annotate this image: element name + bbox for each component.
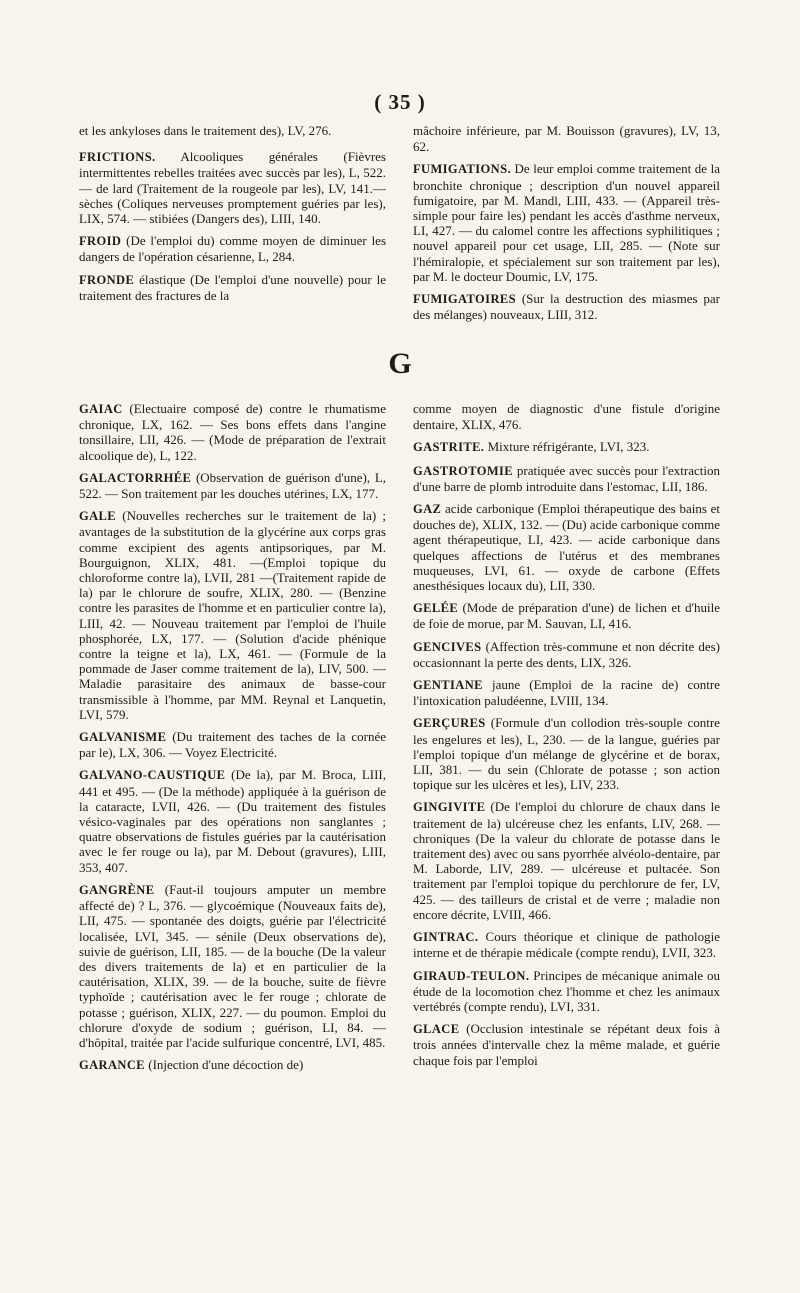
index-entry: GINTRAC. Cours théorique et clinique de pathologie interne et de thérapie médicale (compte rendu), LVII, 323.: [413, 929, 720, 961]
index-entry: GAZ acide carbonique (Emploi thérapeutique des bains et douches de), XLIX, 132. — (Du) acide carbonique comme agent thérapeutique, LI, 423. — acide carbonique dans quelques affections de l'utérus et des membranes muqueuses, LVI, 61. — oxyde de carbone (Effets anesthésiques locaux du), LII, 330.: [413, 501, 720, 594]
column-top-left: [79, 123, 386, 310]
index-entry: GANGRÈNE (Faut-il toujours amputer un membre affecté de) ? L, 376. — glycoémique (Nouveaux faits de), LII, 475. — spontanée des doigts, guérie par l'électricité localisée, LVI, 345. — sénile (Deux observations de), suivie de guérison, LII, 185. — de la bouche (De la valeur des divers traitements de la) et en particulier de la cautérisation, XLIX, 39. — de la bouche, suite de fièvre typhoïde ; cautérisation avec le fer rouge ; chlorate de potasse ; guérison, XLIX, 227. — du poumon. Emploi du chlorure d'oxyde de sodium ; guérison, LI, 84. — d'hôpital, traitée par l'acide sulfurique concentré, LVI, 485.: [79, 881, 387, 1050]
index-entry: FROID (De l'emploi du) comme moyen de diminuer les dangers de l'opération césarienne, L, 284.: [79, 233, 387, 265]
column-top-right: [413, 123, 720, 329]
index-entry: FRONDE élastique (De l'emploi d'une nouvelle) pour le traitement des fractures de la: [79, 271, 387, 303]
index-entry: FUMIGATOIRES (Sur la destruction des miasmes par des mélanges) nouveaux, LIII, 312.: [413, 291, 720, 323]
index-entry: GALE (Nouvelles recherches sur le traitement de la) ; avantages de la substitution de la glycérine aux corps gras comme excipient des agents antipsoriques, par M. Bourguignon, XLIX, 481. —(Emploi topique du chloroforme contre la), LVII, 281 —(Traitement rapide de la) par le chlorure de soufre, XLIX, 280. — (Benzine contre les parasites de l'homme et en particulier contre la), LIII, 42. — Nouveau traitement par l'emploi de l'huile phosphorée, LX, 177. — (Solution d'acide phénique contre la teigne et la), LX, 461. — (Formule de la pommade de Jaser comme traitement de la), LIV, 500. — Maladie parasitaire des animaux de basse-cour transmissible à l'homme, par MM. Reynal et Lanquetin, LVI, 579.: [79, 508, 387, 722]
index-entry: GENTIANE jaune (Emploi de la racine de) contre l'intoxication paludéenne, LVIII, 134.: [413, 677, 720, 709]
index-entry: GIRAUD-TEULON. Principes de mécanique animale ou étude de la locomotion chez l'homme et chez les animaux vertébrés (compte rendu), LVI, 331.: [413, 967, 720, 1014]
index-entry: GALACTORRHÉE (Observation de guérison d'une), L, 522. — Son traitement par les douches utérines, LX, 177.: [79, 469, 387, 502]
index-entry: GELÉE (Mode de préparation d'une) de lichen et d'huile de foie de morue, par M. Sauvan, LI, 416.: [413, 600, 720, 632]
index-entry: GALVANISME (Du traitement des taches de la cornée par le), LX, 306. — Voyez Electricité.: [79, 729, 386, 761]
index-entry: GLACE (Occlusion intestinale se répétant deux fois à trois années d'intervalle chez la même malade, et guérie chaque fois par l'emploi: [413, 1021, 721, 1068]
index-entry: GASTROTOMIE pratiquée avec succès pour l'extraction d'une barre de plomb introduite dans l'estomac, LII, 186.: [413, 462, 721, 494]
column-g-right: [413, 401, 720, 1075]
index-entry: FRICTIONS. Alcooliques générales (Fièvres intermittentes rebelles traitées avec succès par les), L, 522. — de lard (Traitement de la rougeole par les), LV, 141.—sèches (Coliques nerveuses promptement guéries par les), LIX, 574. — stibiées (Dangers des), LIII, 140.: [79, 149, 386, 227]
section-letter: G: [388, 347, 412, 380]
index-entry: GALVANO-CAUSTIQUE (De la), par M. Broca, LIII, 441 et 495. — (De la méthode) appliquée à la guérison de la cataracte, LVII, 426. — (Du traitement des fistules vésico-vaginales par des opérations non sanglantes ; quatre observations de fistules guéries par la cautérisation avec le fer rouge ou la), par M. Debout (gravures), LIII, 353, 407.: [79, 767, 387, 875]
index-entry: GENCIVES (Affection très-commune et non décrite des) occasionnant la perte des dents, LIX, 326.: [413, 638, 721, 670]
index-entry: et les ankyloses dans le traitement des), LV, 276.: [79, 123, 332, 138]
index-entry: mâchoire inférieure, par M. Bouisson (gravures), LV, 13, 62.: [413, 123, 720, 155]
column-g-left: [79, 401, 386, 1080]
index-entry: GINGIVITE (De l'emploi du chlorure de chaux dans le traitement de la) ulcéreuse chez les enfants, LIV, 268. — chroniques (De la valeur du chlorate de potasse dans le traitement des) avec ou sans pyorrhée alvéolo-dentaire, par M. Laborde, LIV, 289. — ulcéreuse et pultacée. Son traitement par l'emploi topique du perchlorure de fer, LV, 425. — des tailleurs de cristal et de verre ; maladie non encore décrite, LVIII, 466.: [413, 799, 720, 922]
index-entry: comme moyen de diagnostic d'une fistule d'origine dentaire, XLIX, 476.: [413, 401, 720, 433]
page-number: ( 35 ): [374, 90, 426, 114]
index-entry: GASTRITE. Mixture réfrigérante, LVI, 323.: [413, 439, 650, 455]
index-entry: GARANCE (Injection d'une décoction de): [79, 1057, 304, 1073]
index-entry: GERÇURES (Formule d'un collodion très-souple contre les engelures et les), L, 230. — de la langue, guéries par l'emploi topique d'un mélange de glycérine et de borax, LII, 381. — du sein (Chlorate de potasse ; son action topique sur les ulcères et les), LIV, 233.: [413, 715, 720, 793]
index-entry: GAIAC (Electuaire composé de) contre le rhumatisme chronique, LX, 162. — Ses bons effets dans l'angine tonsillaire, LII, 426. — (Mode de préparation de l'extrait alcoolique de), L, 122.: [79, 401, 386, 463]
index-entry: FUMIGATIONS. De leur emploi comme traitement de la bronchite chronique ; description d'un nouvel appareil fumigatoire, par M. Mandl, LIII, 433. — (Appareil très-simple pour faire les) pendant les accès d'asthme nerveux, LI, 427. — du calomel contre les affections syphilitiques ; nouvel appareil pour cet usage, LII, 285. — (Note sur l'hémiralopie, et spécialement sur son traitement par les), par M. le docteur Doumic, LV, 175.: [413, 161, 720, 284]
